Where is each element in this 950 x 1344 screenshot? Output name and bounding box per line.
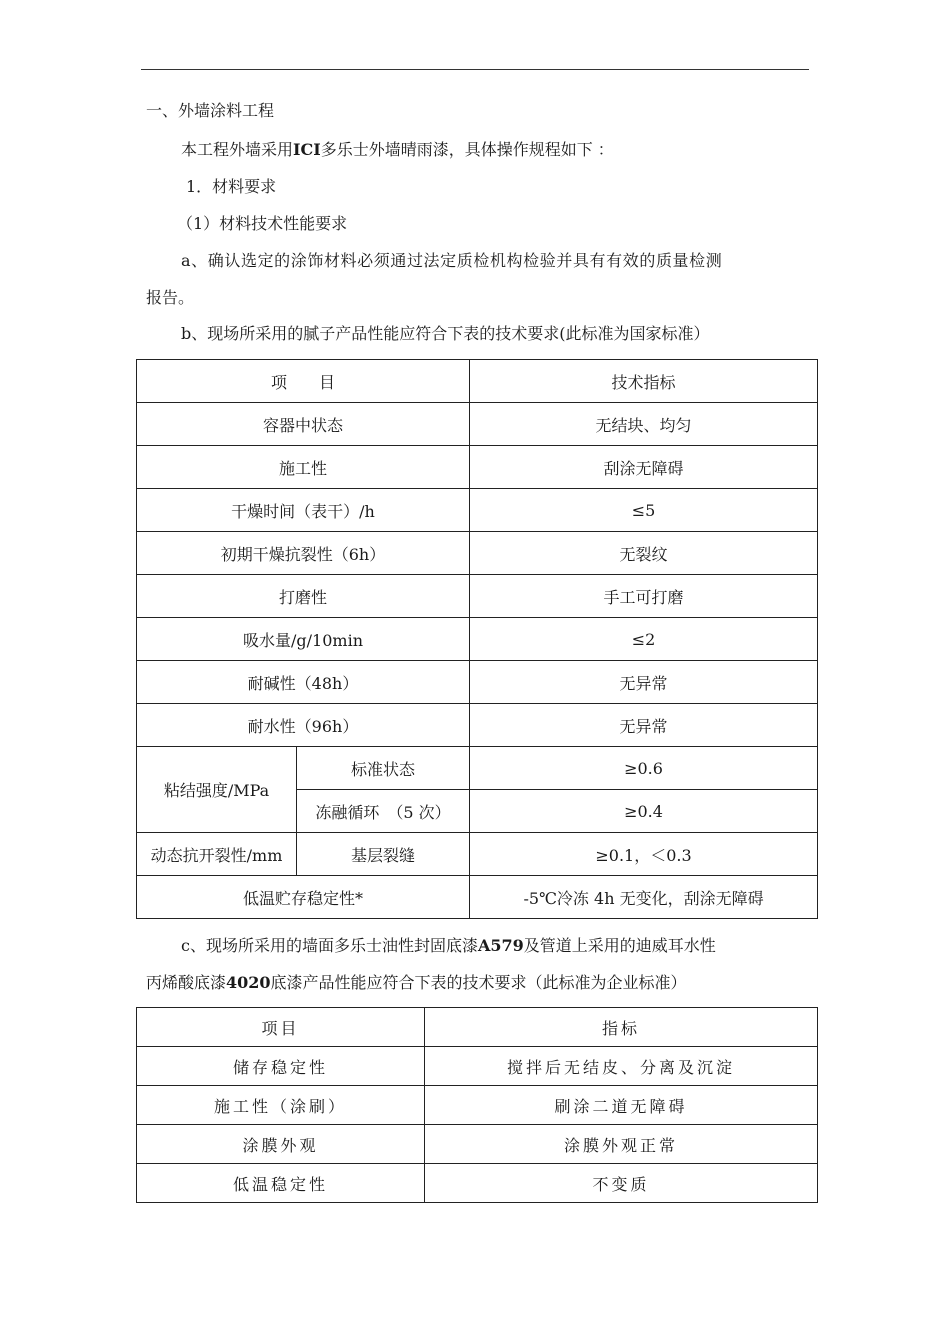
table-row <box>137 446 818 489</box>
table-row <box>137 704 818 747</box>
row-spec: ≤2 <box>470 618 818 661</box>
row-item: 施工性（涂刷） <box>137 1086 425 1125</box>
row-spec: 无异常 <box>470 661 818 704</box>
para-c-code: 4020 <box>226 973 271 992</box>
row-spec: 涂膜外观正常 <box>425 1125 818 1164</box>
intro-brand: ICI <box>293 140 321 159</box>
row-spec: 刷涂二道无障碍 <box>425 1086 818 1125</box>
col-header-item: 项 目 <box>137 360 470 403</box>
bond-val-standard: ≥0.6 <box>470 747 818 790</box>
row-item: 涂膜外观 <box>137 1125 425 1164</box>
para-c-line2 <box>146 973 687 993</box>
table-header-row <box>137 360 818 403</box>
table-row <box>137 833 818 876</box>
table-row <box>137 1086 818 1125</box>
table-row <box>137 1164 818 1203</box>
intro-paragraph <box>181 140 614 160</box>
para-c-text: c、现场所采用的墙面多乐士油性封固底漆 <box>181 936 478 955</box>
crack-val: ≥0.1，＜0.3 <box>470 833 818 876</box>
para-b: b、现场所采用的腻子产品性能应符合下表的技术要求(此标准为国家标准） <box>181 324 710 343</box>
row-item: 耐水性（96h） <box>137 704 470 747</box>
crack-sub: 基层裂缝 <box>297 833 470 876</box>
row-item: 容器中状态 <box>137 403 470 446</box>
row-item: 施工性 <box>137 446 470 489</box>
row-item: 低温贮存稳定性* <box>137 876 470 919</box>
row-item: 储存稳定性 <box>137 1047 425 1086</box>
para-c-text: 丙烯酸底漆 <box>146 973 227 992</box>
table-row <box>137 876 818 919</box>
intro-text-end: 多乐士外墙晴雨漆，具体操作规程如下 ： <box>320 140 614 159</box>
table-row <box>137 747 818 790</box>
col-header-item: 项目 <box>137 1008 425 1047</box>
row-spec: 搅拌后无结皮、分离及沉淀 <box>425 1047 818 1086</box>
row-spec: 不变质 <box>425 1164 818 1203</box>
row-spec: ≤5 <box>470 489 818 532</box>
putty-spec-table <box>136 359 818 919</box>
table-row <box>137 489 818 532</box>
row-item: 耐碱性（48h） <box>137 661 470 704</box>
para-a-line1: a、确认选定的涂饰材料必须通过法定质检机构检验并具有有效的质量检测 <box>181 251 723 270</box>
subsection-1-title: （1）材料技术性能要求 <box>177 214 348 233</box>
row-item: 初期干燥抗裂性（6h） <box>137 532 470 575</box>
intro-text: 本工程外墙采用 <box>181 140 294 159</box>
row-item: 低温稳定性 <box>137 1164 425 1203</box>
row-spec: 无裂纹 <box>470 532 818 575</box>
table-row <box>137 661 818 704</box>
table-row <box>137 1125 818 1164</box>
col-header-spec: 技术指标 <box>470 360 818 403</box>
para-c-text: 底漆产品性能应符合下表的技术要求（此标准为企业标准） <box>270 973 687 992</box>
table-row <box>137 532 818 575</box>
table-row <box>137 403 818 446</box>
row-item: 干燥时间（表干）/h <box>137 489 470 532</box>
bond-sub-standard: 标准状态 <box>297 747 470 790</box>
para-c-code: A579 <box>477 936 524 955</box>
col-header-spec: 指标 <box>425 1008 818 1047</box>
bond-val-freeze: ≥0.4 <box>470 790 818 833</box>
para-c-line1 <box>181 936 716 956</box>
primer-spec-table <box>136 1007 818 1203</box>
header-rule <box>141 69 809 70</box>
row-spec: 无结块、均匀 <box>470 403 818 446</box>
bond-strength-label: 粘结强度/MPa <box>137 747 297 833</box>
row-spec: -5℃冷冻 4h 无变化，刮涂无障碍 <box>470 876 818 919</box>
table-header-row <box>137 1008 818 1047</box>
row-item: 打磨性 <box>137 575 470 618</box>
table-row <box>137 1047 818 1086</box>
section-1-title: 1．材料要求 <box>186 177 277 196</box>
row-spec: 刮涂无障碍 <box>470 446 818 489</box>
row-spec: 手工可打磨 <box>470 575 818 618</box>
row-spec: 无异常 <box>470 704 818 747</box>
bond-sub-freeze: 冻融循环 （5 次） <box>297 790 470 833</box>
para-a-line2: 报告。 <box>146 288 195 307</box>
para-c-text: 及管道上采用的迪威耳水性 <box>523 936 716 955</box>
row-item: 吸水量/g/10min <box>137 618 470 661</box>
section-heading: 一、外墙涂料工程 <box>146 101 275 120</box>
crack-label: 动态抗开裂性/mm <box>137 833 297 876</box>
table-row <box>137 575 818 618</box>
table-row <box>137 618 818 661</box>
